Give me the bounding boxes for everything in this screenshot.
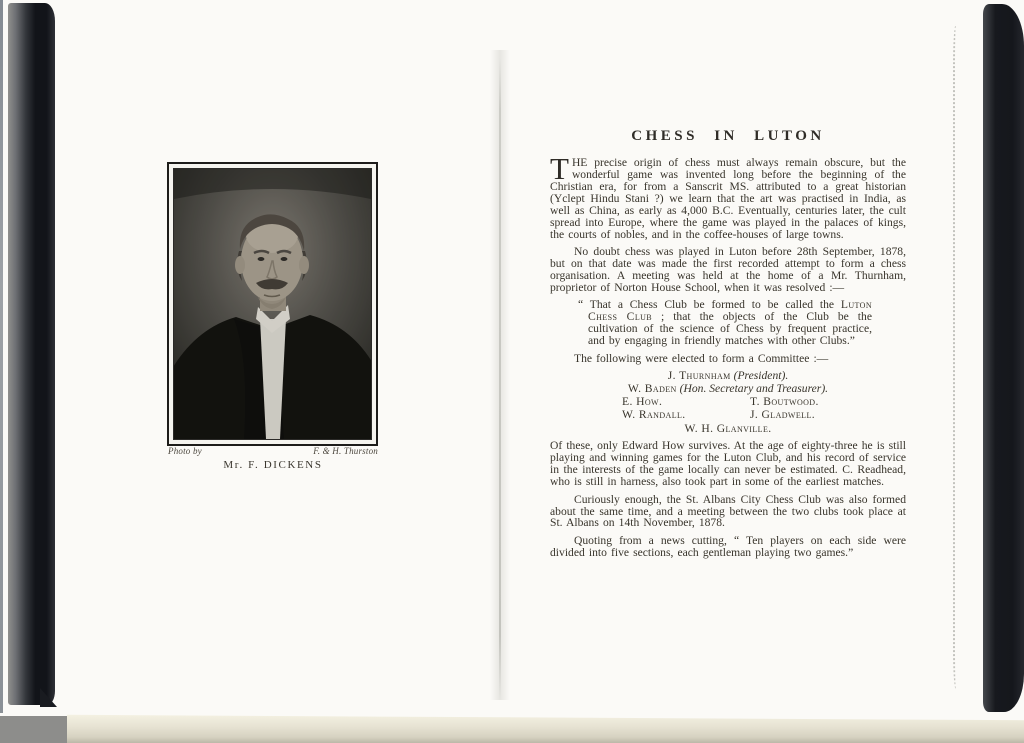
- page-title: CHESS IN LUTON: [631, 128, 825, 144]
- committee-name: W. Randall.: [622, 408, 686, 422]
- committee-name: J. Thurnham: [667, 368, 731, 382]
- paragraph-st-albans: Curiously enough, the St. Albans City Chess Club was also formed about the same time, and a meeting between the two clubs took place at St. Albans on 14th November, 1878.: [550, 492, 906, 530]
- committee-name: J. Gladwell.: [750, 408, 816, 422]
- right-page-edge-line: [953, 24, 958, 690]
- table-gray-patch: [0, 716, 67, 743]
- table-surface-strip: [0, 713, 1024, 743]
- table-beige-patch: [67, 713, 1024, 743]
- resolution-quote: [578, 298, 872, 348]
- photo-credit: F. & H. Thurston: [313, 446, 378, 456]
- photo-subject-name: Mr. F. DICKENS: [223, 459, 323, 471]
- committee-role: (President).: [733, 368, 789, 382]
- portrait-photo-frame: [167, 162, 378, 446]
- committee-row-glanville: [550, 422, 906, 435]
- portrait-photo: [173, 168, 372, 440]
- paragraph-survivors: Of these, only Edward How survives. At the age of eighty-three he is still playing and winning games for the Luton Club, and his record of service in the interests of the game locally can never be estimated. C. Readhead, who is still in harness, also took part in some of the earliest matches.: [550, 439, 906, 489]
- quote-club-name: Luton Chess Club: [588, 298, 872, 324]
- portrait-photo-graphic: [174, 169, 371, 439]
- committee-row-secretary: [550, 382, 906, 395]
- paragraph-text: HE precise origin of chess must always remain obscure, but the wonderful game was invented long before the beginning of the Christian era, for from a Sanscrit MS. attributed to a great historian (Yclept Hindu Stani ?) we learn that the art was practised in India, as well as China, as early as 4,000 B.C. Eventually, centuries later, the cult spread into Europe, where the game was played in the palaces of kings, the courts of nobles, and in the coffee-houses of large towns.: [550, 156, 906, 241]
- committee-name: T. Boutwood.: [750, 395, 819, 409]
- committee-name: W. Baden: [627, 381, 677, 395]
- book-cover-left-edge: [8, 3, 55, 705]
- committee-row-members-1: [622, 395, 902, 408]
- paragraph-news-cutting: Quoting from a news cutting, “ Ten players on each side were divided into five sections, each gentleman playing two games.”: [550, 533, 906, 559]
- committee-intro: The following were elected to form a Committee :—: [574, 351, 829, 365]
- committee-list: [550, 369, 906, 435]
- book-cover-right-edge: [983, 4, 1024, 712]
- quote-text-end: ; that the objects of the Club be the cultivation of the science of Chess by frequent practice, and by engaging in friendly matches with other Clubs.”: [588, 310, 872, 348]
- committee-row-members-2: [622, 408, 902, 421]
- committee-role: (Hon. Secretary and Treasurer).: [679, 381, 829, 395]
- scan-left-edge: [0, 0, 3, 714]
- paragraph-first-meeting: No doubt chess was played in Luton before 28th September, 1878, but on that date was made the first recorded attempt to form a chess organisation. A meeting was held at the home of a Mr. Thurnham, proprietor of Norton House School, when it was resolved :—: [550, 245, 906, 295]
- committee-name: W. H. Glanville.: [684, 421, 772, 435]
- committee-row-president: [550, 369, 906, 382]
- paragraph-origin-of-chess: [550, 151, 906, 241]
- drop-cap: T: [550, 151, 569, 186]
- page-gutter-line: [499, 58, 501, 700]
- photo-caption-row: [168, 446, 378, 456]
- committee-name: E. How.: [622, 395, 663, 409]
- right-page: [550, 128, 906, 559]
- quote-text: “ That a Chess Club be formed to be called the: [578, 298, 841, 312]
- photo-by-label: Photo by: [168, 446, 202, 456]
